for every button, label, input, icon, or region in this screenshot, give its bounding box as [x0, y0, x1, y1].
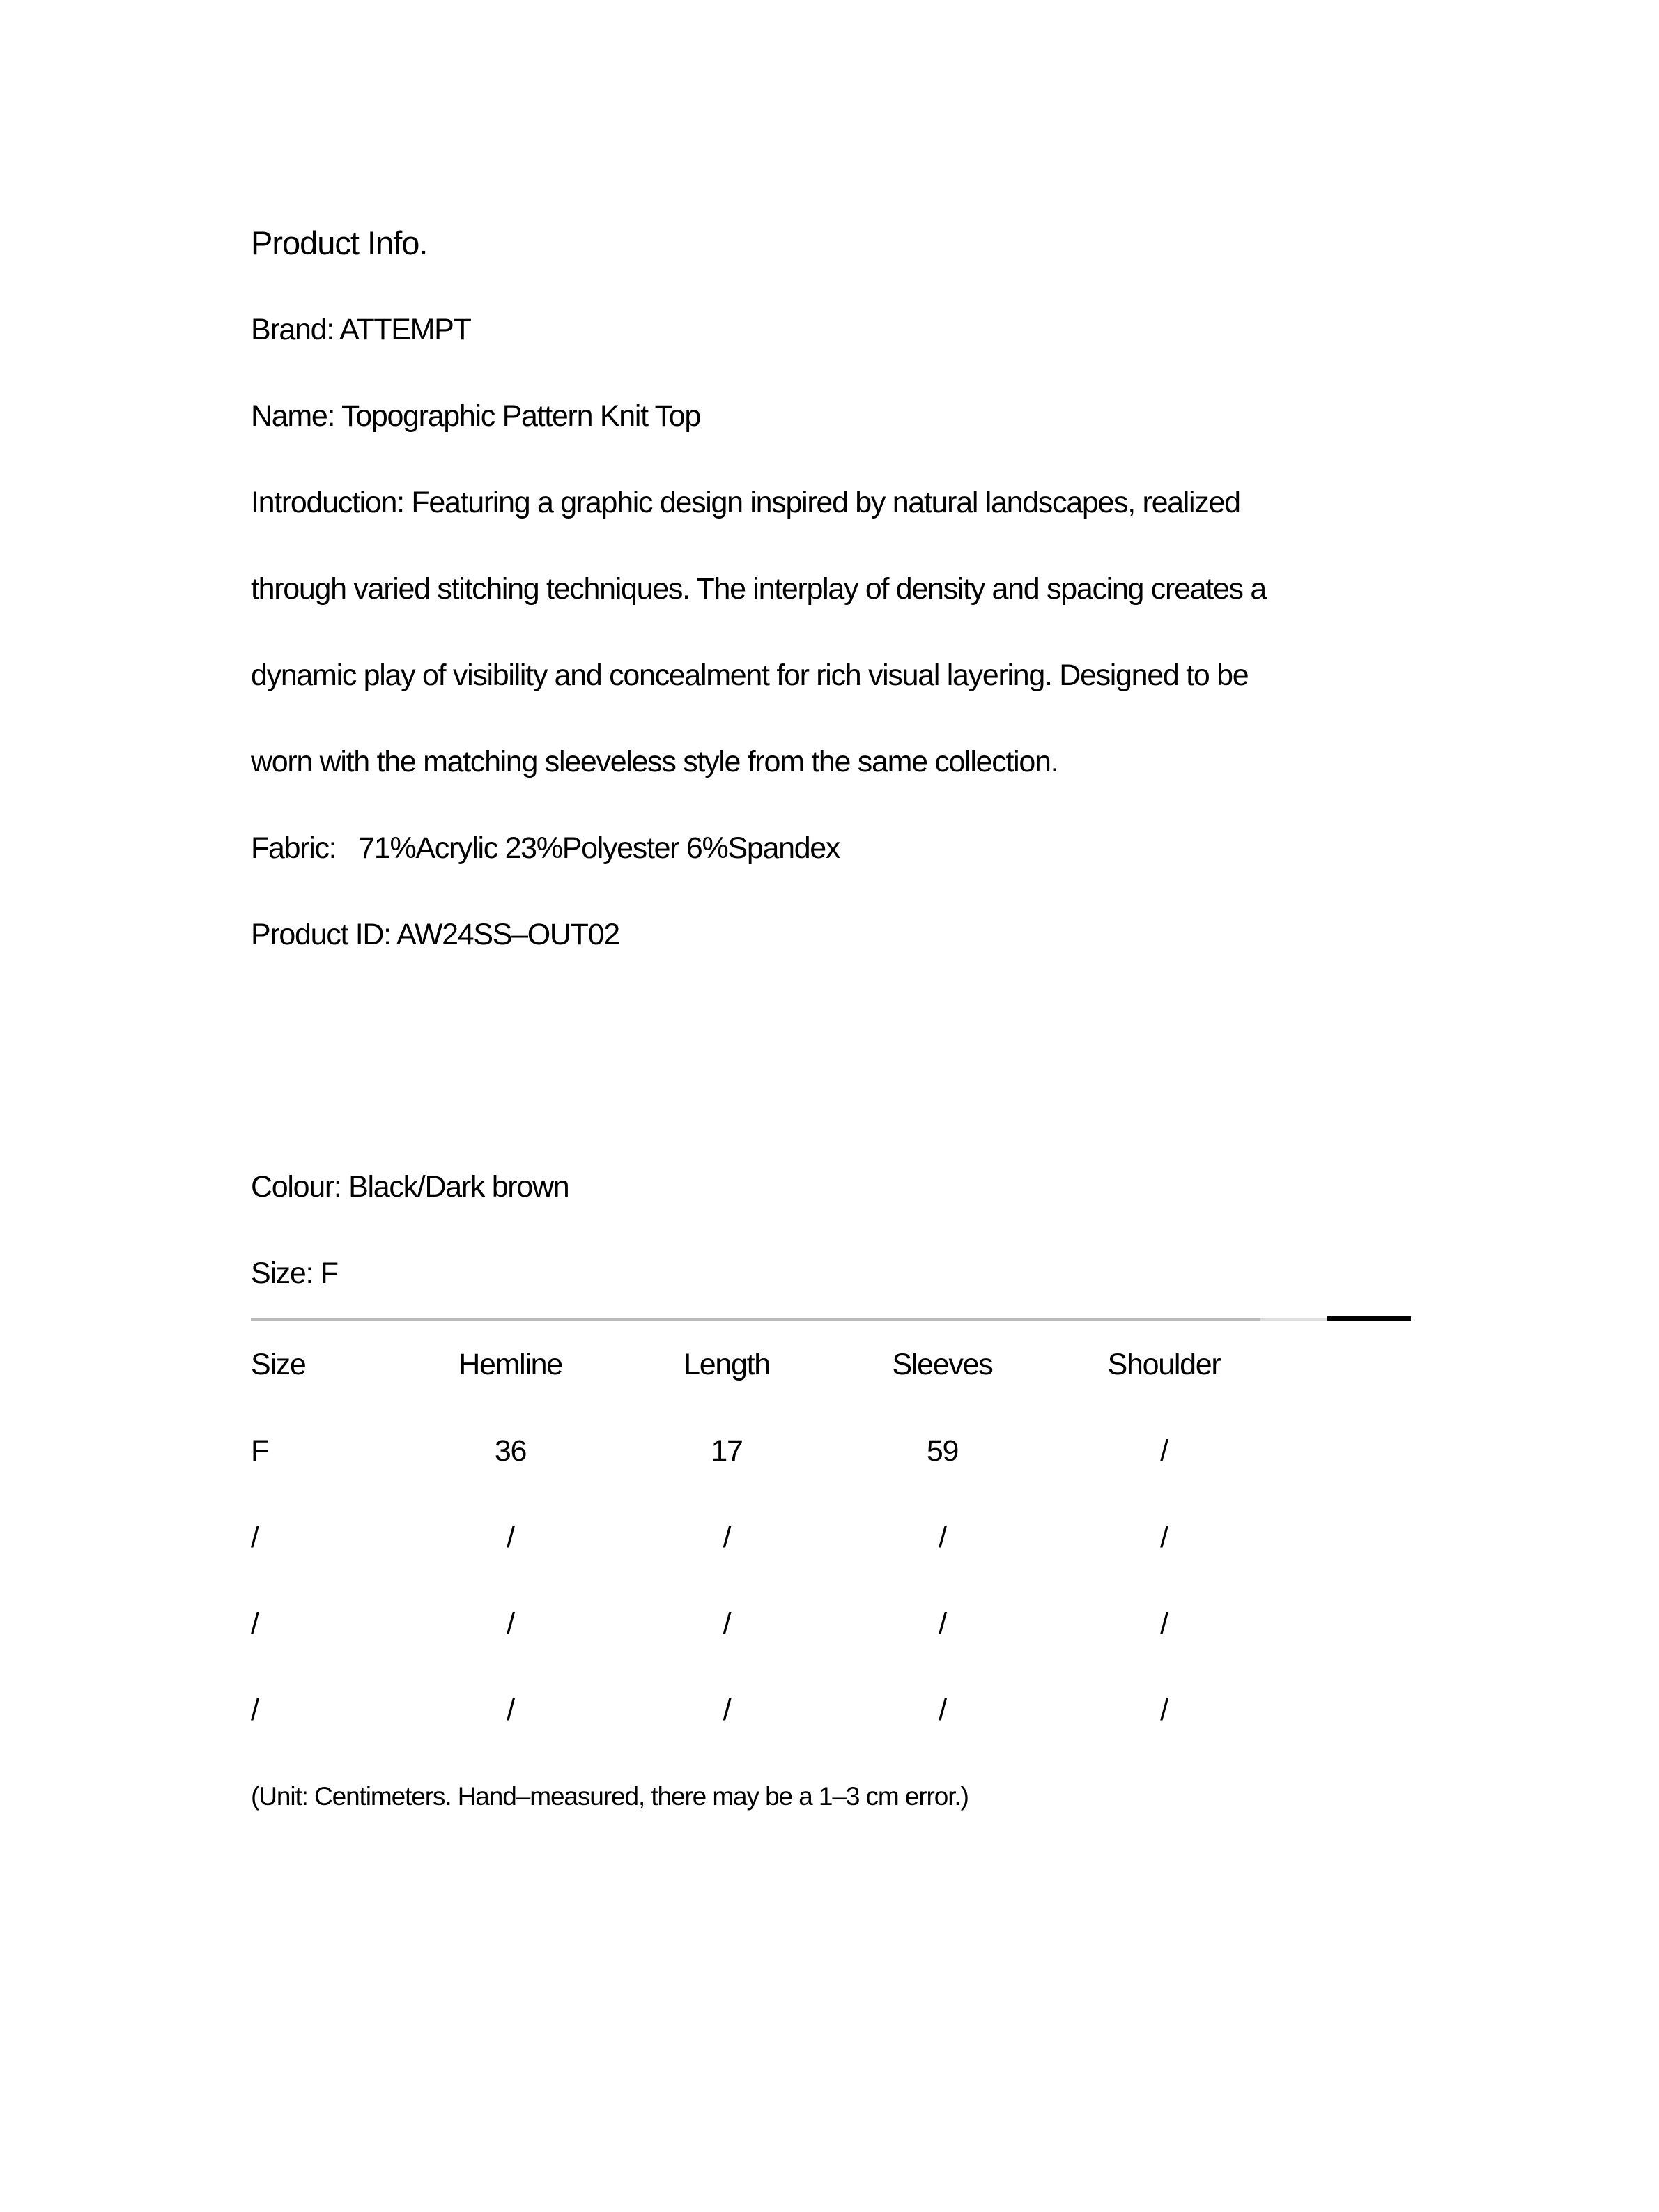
intro-line-3: dynamic play of visibility and concealment for rich visual layering. Designed to be [251, 659, 1249, 692]
table-cell: / [1160, 1434, 1168, 1468]
fabric-line: Fabric: 71%Acrylic 23%Polyester 6%Spandex [251, 831, 840, 865]
table-cell: / [723, 1607, 731, 1641]
table-cell: / [723, 1693, 731, 1727]
size-table-header-sleeves: Sleeves [892, 1348, 993, 1381]
table-cell: / [251, 1607, 259, 1641]
intro-line-2: through varied stitching techniques. The interplay of density and spacing creates a [251, 572, 1266, 606]
colour-line: Colour: Black/Dark brown [251, 1170, 569, 1204]
table-cell: / [1160, 1607, 1168, 1641]
table-cell: 17 [711, 1434, 743, 1468]
size-table [251, 1321, 1276, 1753]
intro-line-1: Introduction: Featuring a graphic design inspired by natural landscapes, realized [251, 486, 1240, 519]
table-cell: 59 [926, 1434, 959, 1468]
table-cell: / [1160, 1693, 1168, 1727]
table-cell: / [939, 1521, 946, 1554]
unit-note: (Unit: Centimeters. Hand–measured, there may be a 1–3 cm error.) [251, 1782, 969, 1811]
name-line: Name: Topographic Pattern Knit Top [251, 399, 701, 433]
product-id-line: Product ID: AW24SS–OUT02 [251, 918, 619, 951]
size-table-header-shoulder: Shoulder [1107, 1348, 1221, 1381]
scrollbar-track-end [1260, 1318, 1327, 1321]
table-horizontal-scrollbar[interactable] [251, 1316, 1411, 1321]
intro-line-4: worn with the matching sleeveless style from the same collection. [251, 745, 1058, 778]
table-cell: / [939, 1607, 946, 1641]
scrollbar-track [251, 1318, 1260, 1321]
brand-line: Brand: ATTEMPT [251, 313, 471, 346]
table-cell: / [251, 1521, 259, 1554]
table-cell: / [251, 1693, 259, 1727]
scrollbar-thumb[interactable] [1327, 1316, 1411, 1321]
table-cell: / [507, 1607, 514, 1641]
size-table-header-hemline: Hemline [458, 1348, 562, 1381]
size-line: Size: F [251, 1257, 338, 1290]
table-cell: / [507, 1521, 514, 1554]
size-table-header-length: Length [684, 1348, 770, 1381]
table-cell: F [251, 1434, 268, 1468]
table-cell: 36 [494, 1434, 527, 1468]
table-cell: / [723, 1521, 731, 1554]
table-cell: / [1160, 1521, 1168, 1554]
size-table-header-size: Size [251, 1348, 306, 1381]
table-cell: / [507, 1693, 514, 1727]
product-info-sheet [251, 0, 1415, 1840]
page-title: Product Info. [251, 224, 428, 261]
table-cell: / [939, 1693, 946, 1727]
